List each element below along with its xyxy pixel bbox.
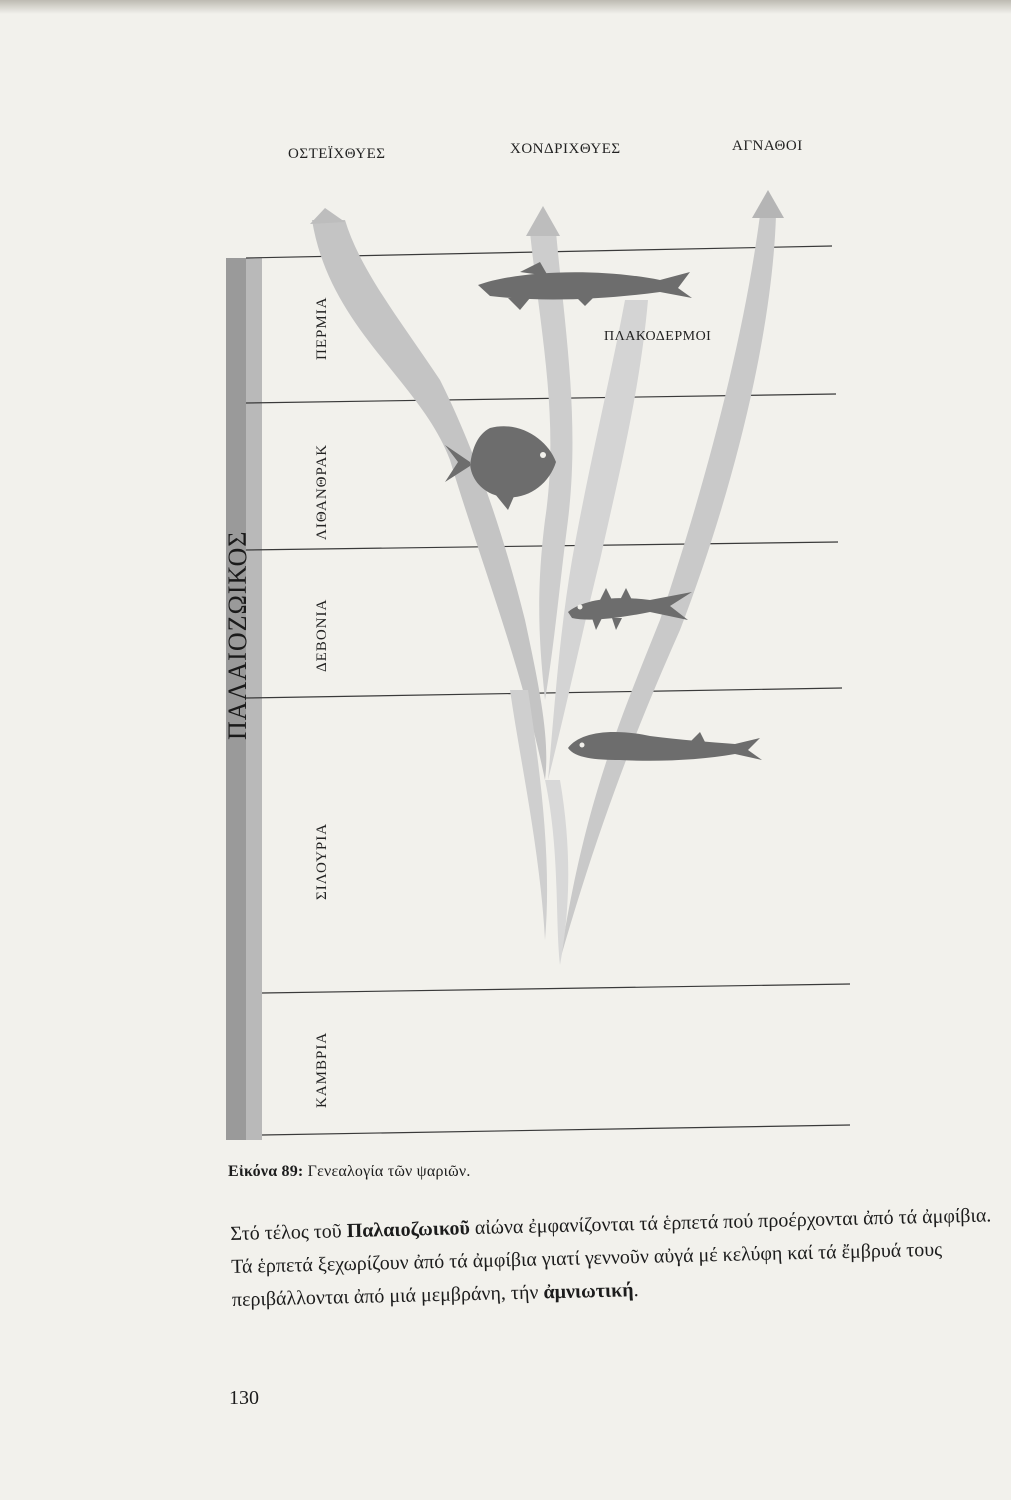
group-label-placodermi: ΠΛΑΚΟΔΕΡΜΟΙ	[604, 329, 712, 344]
period-label-cambrian: ΚΑΜΒΡΙΑ	[314, 1031, 330, 1108]
divider-silurian-cambrian	[262, 984, 850, 993]
figure-caption	[228, 1163, 471, 1181]
period-label-silurian: ΣΙΛΟΥΡΙΑ	[314, 822, 330, 900]
period-label-carboniferous: ΛΙΘΑΝΘΡΑΚ	[314, 443, 330, 540]
era-label: ΠΑΛΑΙΟΖΩΙΚΟΣ	[223, 530, 252, 740]
caption-text: Γενεαλογία τῶν ψαριῶν.	[303, 1163, 471, 1180]
body-text-part1: Στό τέλος τοῦ	[230, 1220, 347, 1245]
divider-bottom	[262, 1125, 850, 1135]
body-paragraph	[230, 1199, 1011, 1317]
arrow-osteichthyes	[310, 208, 345, 224]
period-label-permian: ΠΕΡΜΙΑ	[314, 296, 330, 360]
clade-label-chondrichthyes: ΧΟΝΔΡΙΧΘΥΕΣ	[510, 141, 621, 157]
clade-label-osteichthyes: ΟΣΤΕΪΧΘΥΕΣ	[288, 146, 386, 162]
clade-label-agnatha: ΑΓΝΑΘΟΙ	[732, 138, 803, 154]
body-text-part2: αἰώνα ἐμφανίζονται τά ἑρπετά πού προέρχονται ἀπό τά ἀμφίβια. Τά ἑρπετά ξεχωρίζουν ἀπό τά ἀμφίβια γιατί γεννοῦν αὐγά μέ κελύφη καί τά ἔμβρυά τους περιβάλλονται ἀπό μιά μεμβράνη, τήν	[230, 1204, 992, 1311]
body-term-paleozoic: Παλαιοζωικοῦ	[346, 1217, 471, 1243]
caption-label: Εἰκόνα 89:	[228, 1163, 304, 1180]
lineage-ribbons	[310, 190, 784, 965]
arrow-agnatha	[752, 190, 784, 218]
body-term-amniotic: ἀμνιωτική	[543, 1279, 634, 1304]
jawless-fish	[568, 732, 762, 761]
body-text-part3: .	[633, 1279, 639, 1302]
arrow-chondrichthyes	[526, 206, 560, 236]
page-number: 130	[229, 1387, 259, 1409]
shark-fish	[478, 262, 692, 310]
period-label-devonian: ΔΕΒΟΝΙΑ	[314, 598, 330, 672]
